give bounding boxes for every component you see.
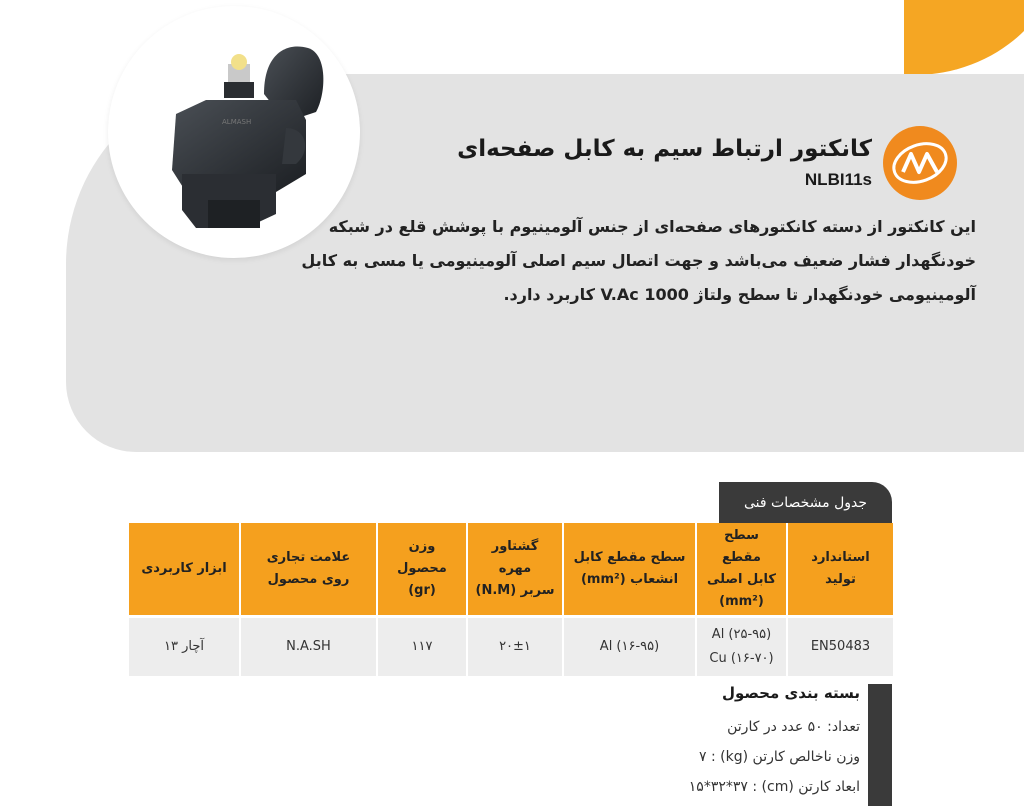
packing-count: تعداد: ۵۰ عدد در کارتن (727, 719, 860, 735)
cell-tool: آچار ۱۳ (128, 617, 240, 677)
spec-header-row (128, 523, 893, 617)
header-trademark: علامت تجاری روی محصول (240, 523, 377, 617)
cell-torque: ۲۰±۱ (467, 617, 563, 677)
description-line: این کانکتور از دسته کانکتورهای صفحه‌ای از جنس آلومینیوم با پوشش قلع در شبکه (328, 217, 976, 236)
packing-dimensions: ابعاد کارتن (cm) : ۱۵*۳۲*۳۷ (688, 779, 860, 795)
spec-data-row (128, 617, 893, 677)
main-cable-cu: Cu (۱۶-۷۰) (709, 651, 774, 666)
packing-accent-bar (868, 684, 892, 806)
header-branch-cable: سطح مقطع کابل انشعاب (mm²) (563, 523, 696, 617)
product-description (301, 210, 976, 312)
orange-corner-decoration (904, 0, 1024, 74)
product-title: کانکتور ارتباط سیم به کابل صفحه‌ای (457, 136, 872, 162)
header-standard: استاندارد تولید (787, 523, 893, 617)
cell-trademark: N.A.SH (240, 617, 377, 677)
product-model: NLBI11s (804, 170, 872, 189)
cell-main-cable (696, 617, 787, 677)
cell-standard: EN50483 (787, 617, 893, 677)
spec-table (127, 523, 893, 676)
description-line: آلومینیومی خودنگهدار تا سطح ولتاژ 1000 V.Ac کاربرد دارد. (503, 285, 976, 304)
cell-weight: ۱۱۷ (377, 617, 467, 677)
header-torque: گشتاور مهره سربر (N.M) (467, 523, 563, 617)
description-line: خودنگهدار فشار ضعیف می‌باشد و جهت اتصال سیم اصلی آلومینیومی یا مسی به کابل (301, 251, 976, 270)
header-weight: وزن محصول (gr) (377, 523, 467, 617)
header-tool: ابزار کاربردی (128, 523, 240, 617)
connector-product-image (136, 24, 336, 244)
brand-logo (883, 126, 957, 200)
packing-section (689, 684, 860, 802)
brand-logo-icon (883, 126, 957, 200)
spec-table-tab: جدول مشخصات فنی (719, 482, 892, 524)
cell-branch-cable: Al (۱۶-۹۵) (563, 617, 696, 677)
packing-title: بسته بندی محصول (721, 684, 860, 702)
main-cable-al: Al (۲۵-۹۵) (711, 627, 772, 642)
svg-text:ALMASH: ALMASH (222, 118, 252, 126)
packing-weight: وزن ناخالص کارتن (kg) : ۷ (699, 749, 860, 765)
header-main-cable: سطح مقطع کابل اصلی (mm²) (696, 523, 787, 617)
product-image-frame (108, 6, 360, 258)
